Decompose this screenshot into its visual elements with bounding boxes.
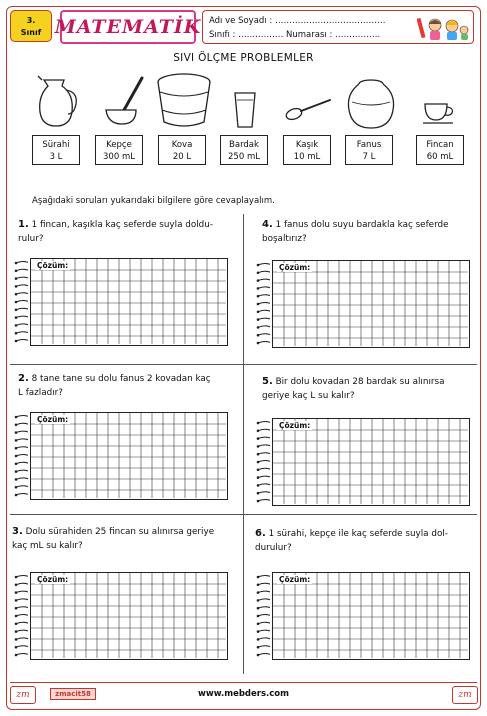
solution-label: Çözüm: (279, 421, 311, 430)
solution-notebook-3[interactable] (30, 572, 228, 660)
student-info-box (202, 10, 474, 44)
column-divider (243, 214, 244, 674)
solution-notebook-5[interactable] (272, 418, 470, 506)
spiral-binding-icon (256, 418, 270, 506)
item-label-kova: Kova 20 L (158, 135, 206, 165)
solution-notebook-4[interactable] (272, 260, 470, 348)
grid-lines (273, 419, 468, 504)
fishbowl-icon (346, 78, 396, 130)
solution-label: Çözüm: (37, 415, 69, 424)
item-label-surahi: Sürahi 3 L (32, 135, 80, 165)
grade-number: 3. (26, 16, 36, 25)
name-line: Adı ve Soyadı : ………………………………… (209, 16, 386, 26)
grid-lines (273, 261, 468, 346)
site-url[interactable]: www.mebders.com (197, 689, 289, 699)
item-label-bardak: Bardak 250 mL (220, 135, 268, 165)
zm-logo-left: zm (10, 686, 36, 704)
instructions: Aşağıdaki soruları yukarıdaki bilgilere göre cevaplayalım. (32, 196, 275, 206)
spiral-binding-icon (14, 572, 28, 660)
grid-lines (273, 573, 468, 658)
row-divider-1 (10, 364, 477, 365)
ladle-icon (102, 74, 148, 130)
children-illustration-icon (417, 14, 469, 42)
question-2: 2. 8 tane tane su dolu fanus 2 kovadan kaç L fazladır? (18, 373, 211, 398)
bucket-icon (154, 70, 214, 130)
cup-icon (422, 100, 456, 126)
question-1: 1. 1 fincan, kaşıkla kaç seferde suyla doldu- rulur? (18, 219, 214, 244)
solution-label: Çözüm: (279, 263, 311, 272)
footer-line (10, 682, 477, 683)
solution-notebook-1[interactable] (30, 258, 228, 346)
item-label-kasik: Kaşık 10 mL (283, 135, 331, 165)
grade-badge (10, 10, 52, 42)
solution-notebook-6[interactable] (272, 572, 470, 660)
row-divider-2 (10, 514, 477, 515)
question-3: 3. Dolu sürahiden 25 fincan su alınırsa geriye kaç mL su kalır? (12, 526, 215, 551)
item-label-fanus: Fanus 7 L (345, 135, 393, 165)
subject-title-box (54, 10, 202, 44)
subject-title: MATEMATİK (54, 16, 202, 38)
question-5: 5. Bir dolu kovadan 28 bardak su alınırsa geriye kaç L su kalır? (262, 376, 445, 401)
question-6: 6. 1 sürahi, kepçe ile kaç seferde suyla dol- durulur? (255, 528, 448, 553)
item-label-fincan: Fincan 60 mL (416, 135, 464, 165)
solution-label: Çözüm: (37, 261, 69, 270)
grid-lines (31, 413, 226, 498)
spiral-binding-icon (14, 412, 28, 500)
glass-icon (232, 90, 258, 130)
grade-word: Sınıf (20, 28, 42, 37)
zm-logo-right: zm (452, 686, 478, 704)
spiral-binding-icon (14, 258, 28, 346)
solution-notebook-2[interactable] (30, 412, 228, 500)
question-4: 4. 1 fanus dolu suyu bardakla kaç seferde boşaltırız? (262, 219, 449, 244)
spiral-binding-icon (256, 572, 270, 660)
jug-icon (34, 74, 80, 130)
grid-lines (31, 573, 226, 658)
spoon-icon (284, 98, 332, 122)
solution-label: Çözüm: (37, 575, 69, 584)
author-badge: zmacit58 (50, 688, 96, 700)
grid-lines (31, 259, 226, 344)
spiral-binding-icon (256, 260, 270, 348)
solution-label: Çözüm: (279, 575, 311, 584)
section-title: SIVI ÖLÇME PROBLEMLER (173, 52, 314, 64)
item-label-kepce: Kepçe 300 mL (95, 135, 143, 165)
class-line: Sınıfı : ……….…… Numarası : ……………. (209, 30, 381, 40)
